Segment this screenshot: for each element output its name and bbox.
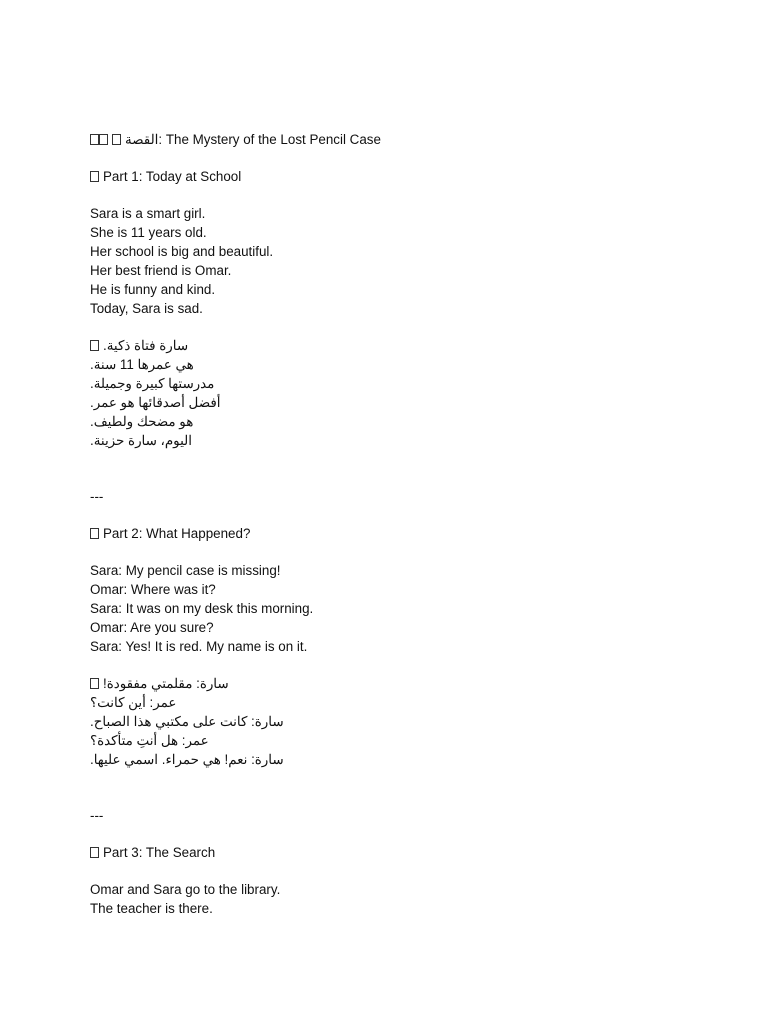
arabic-line: أفضل أصدقائها هو عمر.	[90, 395, 221, 410]
text-line: He is funny and kind.	[90, 282, 216, 297]
arabic-line: سارة فتاة ذكية.	[90, 336, 710, 355]
dialogue-line: Omar: Are you sure?	[90, 620, 214, 635]
text-line: Her school is big and beautiful.	[90, 244, 274, 259]
part-1-heading: Part 1: Today at School	[90, 167, 710, 186]
text-line: Today, Sara is sad.	[90, 301, 203, 316]
flag-emoji-icon	[90, 340, 99, 351]
text-line: The teacher is there.	[90, 901, 213, 916]
sparkle-emoji-icon	[99, 134, 108, 145]
text-line: Sara is a smart girl.	[90, 206, 206, 221]
arabic-line: سارة: مقلمتي مفقودة!	[90, 674, 710, 693]
story-title	[90, 130, 710, 149]
text-line: She is 11 years old.	[90, 225, 207, 240]
section-separator: ---	[90, 808, 104, 823]
arabic-line: اليوم، سارة حزينة.	[90, 433, 192, 448]
dialogue-line: Sara: My pencil case is missing!	[90, 563, 281, 578]
part-1-arabic-text	[90, 336, 710, 450]
book-emoji-icon	[90, 134, 99, 145]
section-separator: ---	[90, 489, 104, 504]
text-line: Her best friend is Omar.	[90, 263, 232, 278]
arabic-line: هو مضحك ولطيف.	[90, 414, 194, 429]
dialogue-line: Omar: Where was it?	[90, 582, 216, 597]
part-1-english-text	[90, 204, 710, 318]
part-3-heading: Part 3: The Search	[90, 843, 710, 862]
magnifier-emoji-icon	[112, 134, 121, 145]
flag-emoji-icon	[90, 678, 99, 689]
arabic-line: سارة: نعم! هي حمراء. اسمي عليها.	[90, 752, 284, 767]
arabic-line: هي عمرها 11 سنة.	[90, 357, 194, 372]
title-english: : The Mystery of the Lost Pencil Case	[158, 132, 381, 147]
part-2-arabic-dialogue	[90, 674, 710, 769]
dialogue-line: Sara: Yes! It is red. My name is on it.	[90, 639, 308, 654]
arabic-line: عمر: أين كانت؟	[90, 695, 177, 710]
document-page	[90, 130, 710, 918]
dialogue-line: Sara: It was on my desk this morning.	[90, 601, 314, 616]
arabic-line: مدرستها كبيرة وجميلة.	[90, 376, 215, 391]
school-emoji-icon	[90, 171, 99, 182]
question-emoji-icon	[90, 528, 99, 539]
part-2-heading: Part 2: What Happened?	[90, 524, 710, 543]
arabic-line: سارة: كانت على مكتبي هذا الصباح.	[90, 714, 284, 729]
part-3-english-text	[90, 880, 710, 918]
title-arabic-label: القصة	[125, 132, 159, 147]
part-2-english-dialogue	[90, 561, 710, 656]
arabic-line: عمر: هل أنتِ متأكدة؟	[90, 733, 209, 748]
text-line: Omar and Sara go to the library.	[90, 882, 281, 897]
search-emoji-icon	[90, 847, 99, 858]
